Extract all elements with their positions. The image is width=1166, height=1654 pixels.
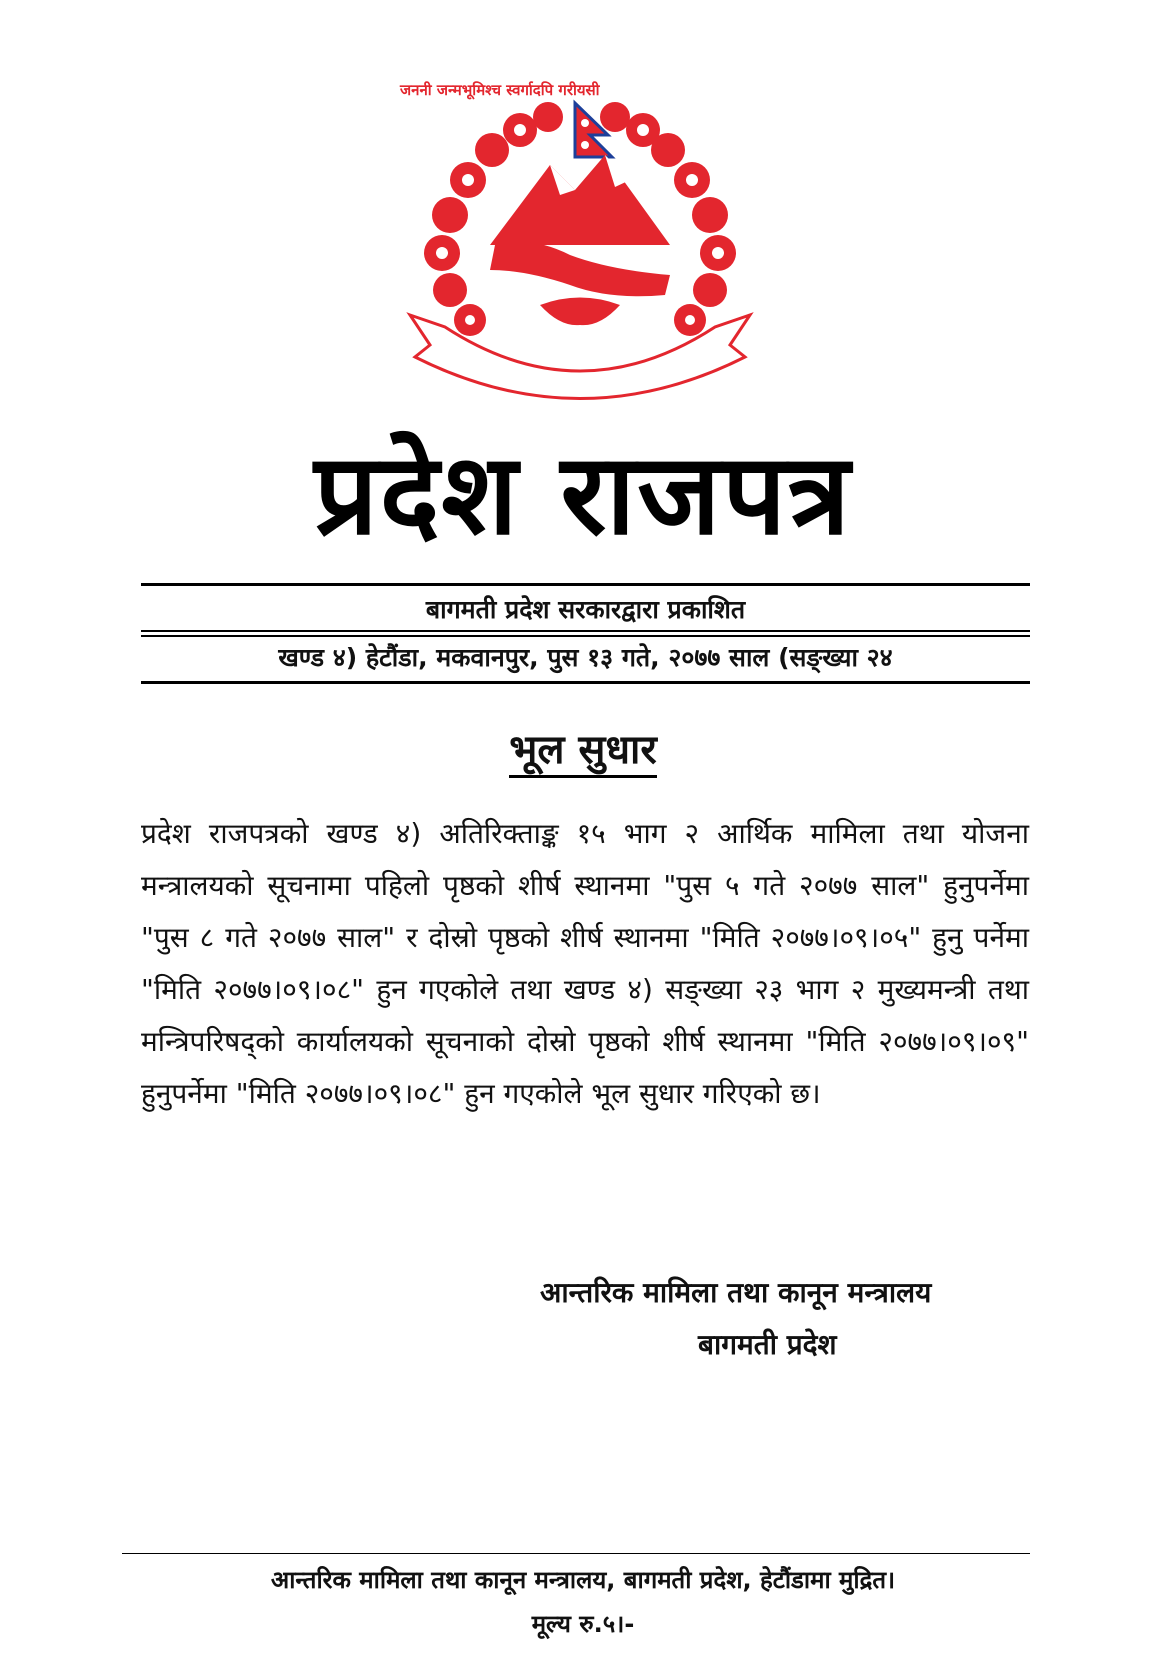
footer-printed-by: आन्तरिक मामिला तथा कानून मन्त्रालय, बागमती प्रदेश, हेटौंडामा मुद्रित। — [270, 1566, 896, 1594]
issue-line: खण्ड ४) हेटौंडा, मकवानपुर, पुस १३ गते, २०७७ साल (सङ्ख्या २४ — [278, 643, 893, 672]
notice-heading-text: भूल सुधार — [509, 727, 657, 778]
gazette-title: प्रदेश राजपत्र — [314, 430, 852, 560]
publisher-line: बागमती प्रदेश सरकारद्वारा प्रकाशित — [425, 595, 746, 624]
footer-price: मूल्य रु.५।- — [531, 1610, 635, 1638]
notice-body — [141, 808, 1029, 1120]
handshake-icon — [540, 298, 620, 326]
notice-body-text: प्रदेश राजपत्रको खण्ड ४) अतिरिक्ताङ्क १५ भाग २ आर्थिक मामिला तथा योजना मन्त्रालयको सूचनामा पहिलो पृष्ठको शीर्ष स्थानमा "पुस ५ गते २०७७ साल" हुनुपर्नेमा "पुस ८ गते २०७७ साल" र दोस्रो पृष्ठको शीर्ष स्थानमा "मिति २०७७।०९।०५" हुनु पर्नेमा "मिति २०७७।०९।०८" हुन गएकोले तथा खण्ड ४) सङ्ख्या २३ भाग २ मुख्यमन्त्री तथा मन्त्रिपरिषद्को कार्यालयको सूचनाको दोस्रो पृष्ठको शीर्ष स्थानमा "मिति २०७७।०९।०९" हुनुपर्नेमा "मिति २०७७।०९।०८" हुन गएकोले भूल सुधार गरिएको छ। — [141, 817, 1029, 1110]
notice-heading — [0, 722, 1166, 778]
nepal-map-icon — [490, 242, 670, 297]
emblem-motto: जननी जन्मभूमिश्च स्वर्गादपि गरीयसी — [400, 81, 600, 99]
top-rule — [141, 583, 1030, 586]
nepal-coat-of-arms-icon — [400, 81, 760, 415]
bottom-rule — [141, 681, 1030, 684]
middle-rule-1 — [141, 630, 1030, 632]
mountain-icon — [490, 155, 670, 245]
footer-rule — [122, 1553, 1030, 1554]
signature-province: बागमती प्रदेश — [698, 1328, 837, 1361]
signature-office: आन्तरिक मामिला तथा कानून मन्त्रालय — [540, 1276, 932, 1309]
